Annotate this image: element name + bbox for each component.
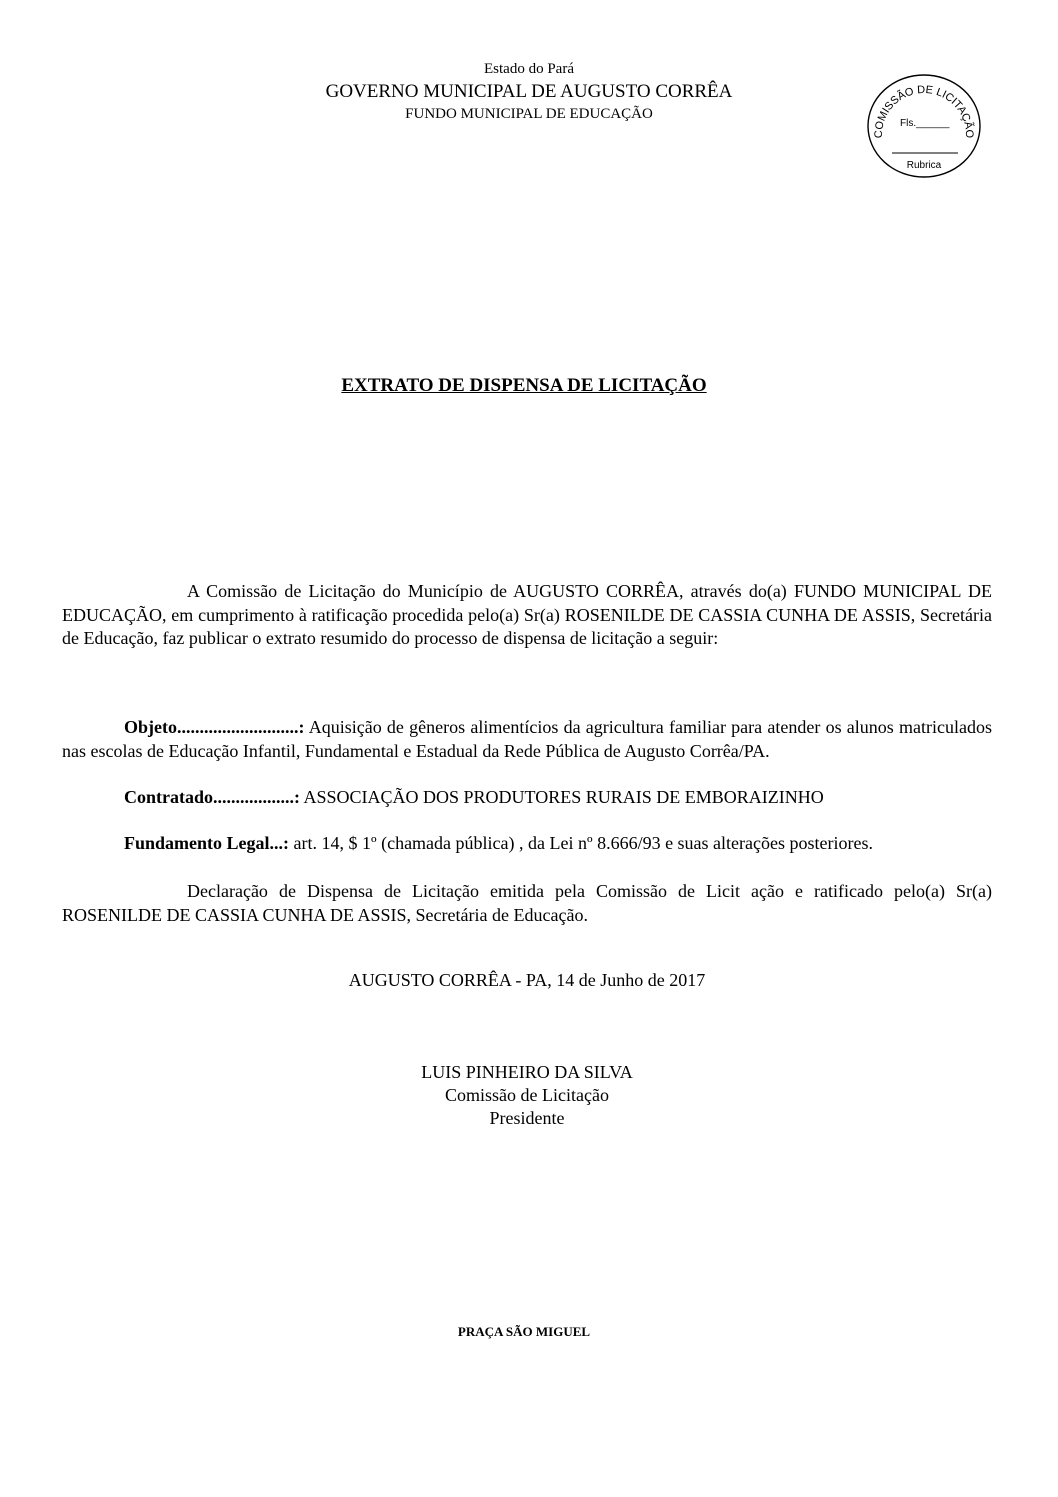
objeto-value: Aquisição de gêneros alimentícios da agricultura familiar para atender os alunos matriculados nas escolas de Educação Infantil, Fundamental e Estadual da Rede Pública de Augusto Corrêa/PA. (62, 717, 992, 761)
fundamento-label: Fundamento Legal...: (124, 833, 290, 853)
document-title: EXTRATO DE DISPENSA DE LICITAÇÃO (341, 375, 707, 396)
signature-role: Comissão de Licitação (445, 1085, 609, 1105)
intro-paragraph: A Comissão de Licitação do Município de AUGUSTO CORRÊA, através do(a) FUNDO MUNICIPAL DE EDUCAÇÃO, em cumprimento à ratificação procedida pelo(a) Sr(a) ROSENILDE DE CASSIA CUNHA DE ASSIS, Secretária de Educação, faz publicar o extrato resumido do processo de dispensa de licitação a seguir: (62, 581, 992, 648)
field-fundamento-legal (62, 832, 992, 856)
contratado-value: ASSOCIAÇÃO DOS PRODUTORES RURAIS DE EMBORAIZINHO (300, 787, 824, 807)
field-objeto (62, 716, 992, 763)
header-state: Estado do Pará (484, 61, 574, 77)
contratado-label: Contratado..................: (124, 787, 300, 807)
date-line: AUGUSTO CORRÊA - PA, 14 de Junho de 2017 (348, 970, 706, 990)
stamp-rubrica-label: Rubrica (906, 160, 942, 171)
stamp-fls-label: Fls.______ (900, 118, 950, 129)
declaration-paragraph: Declaração de Dispensa de Licitação emitida pela Comissão de Licit ação e ratificado pelo(a) Sr(a) ROSENILDE DE CASSIA CUNHA DE ASSIS, Secretária de Educação. (62, 881, 992, 925)
signature-name: LUIS PINHEIRO DA SILVA (421, 1062, 633, 1082)
commission-stamp (866, 73, 982, 179)
footer-address: PRAÇA SÃO MIGUEL (457, 1324, 591, 1339)
signature-title: Presidente (489, 1108, 565, 1128)
objeto-label: Objeto...........................: (124, 717, 305, 737)
stamp-arc-text: COMISSÃO DE LICITAÇÃO (872, 83, 976, 139)
header-government: GOVERNO MUNICIPAL DE AUGUSTO CORRÊA (325, 81, 733, 102)
header-fund: FUNDO MUNICIPAL DE EDUCAÇÃO (405, 106, 653, 122)
field-contratado (62, 786, 992, 810)
fundamento-value: art. 14, $ 1º (chamada pública) , da Lei nº 8.666/93 e suas alterações posteriores. (289, 833, 873, 853)
